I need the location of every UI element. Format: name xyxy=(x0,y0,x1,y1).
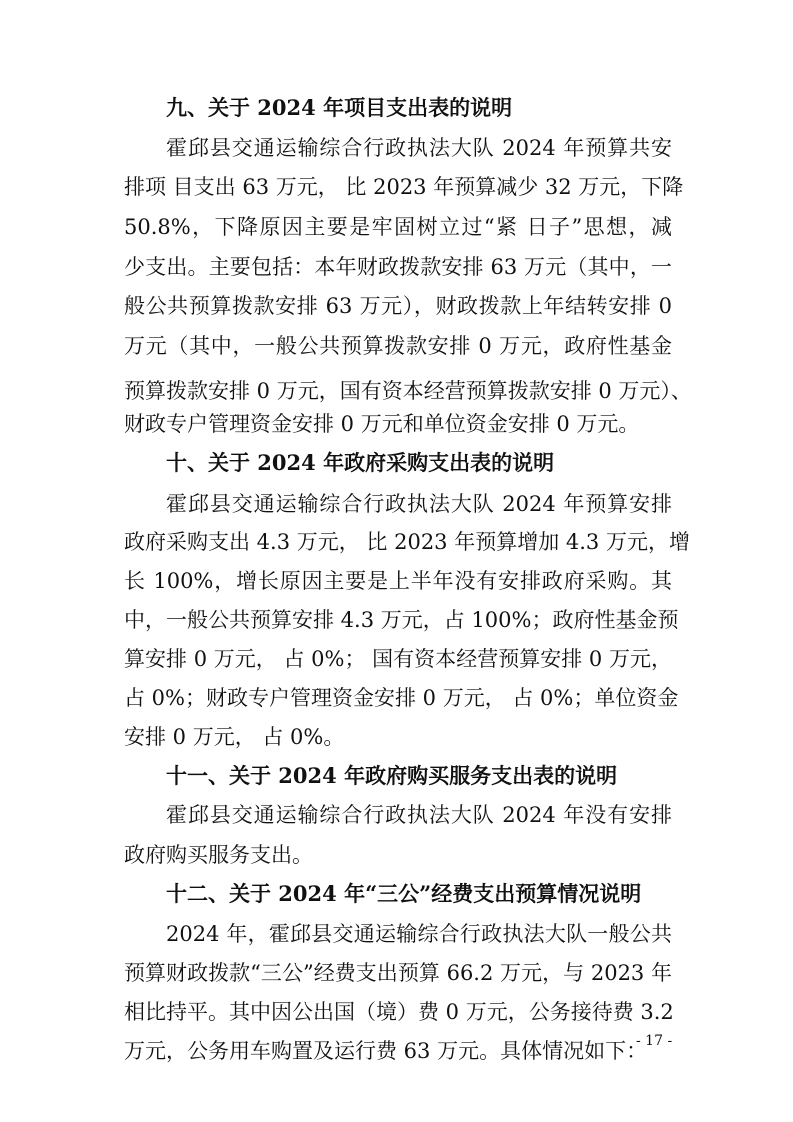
paragraph-line: 万元（其中，一般公共预算拨款安排 0 万元，政府性基金 xyxy=(124,334,672,358)
paragraph-line: 财政专户管理资金安排 0 万元和单位资金安排 0 万元。 xyxy=(124,412,640,436)
section-heading-10: 十、关于 2024 年政府采购支出表的说明 xyxy=(166,450,555,475)
paragraph-line: 排项 目支出 63 万元， 比 2023 年预算减少 32 万元，下降 xyxy=(124,175,684,199)
paragraph-line: 中，一般公共预算安排 4.3 万元，占 100%；政府性基金预 xyxy=(124,608,679,632)
section-heading-12: 十二、关于 2024 年“三公”经费支出预算情况说明 xyxy=(166,881,642,906)
paragraph-line: 安排 0 万元， 占 0%。 xyxy=(124,725,345,749)
section-heading-11: 十一、关于 2024 年政府购买服务支出表的说明 xyxy=(166,763,618,788)
paragraph-line: 占 0%；财政专户管理资金安排 0 万元， 占 0%；单位资金 xyxy=(124,686,679,710)
page-number: - 17 - xyxy=(636,1033,673,1049)
paragraph-line: 相比持平。其中因公出国（境）费 0 万元，公务接待费 3.2 xyxy=(124,1000,674,1024)
paragraph-line: 长 100%，增长原因主要是上半年没有安排政府采购。其 xyxy=(124,569,672,593)
paragraph-line: 般公共预算拨款安排 63 万元），财政拨款上年结转安排 0 xyxy=(124,294,672,318)
paragraph-line: 万元，公务用车购置及运行费 63 万元。具体情况如下： xyxy=(124,1039,648,1063)
paragraph-line: 霍邱县交通运输综合行政执法大队 2024 年预算安排 xyxy=(166,492,672,516)
section-heading-9: 九、关于 2024 年项目支出表的说明 xyxy=(166,95,513,120)
paragraph-line: 50.8%，下降原因主要是牢固树立过“紧 日子”思想，减 xyxy=(124,215,672,239)
paragraph-line: 2024 年，霍邱县交通运输综合行政执法大队一般公共 xyxy=(166,922,672,946)
paragraph-line: 政府采购支出 4.3 万元， 比 2023 年预算增加 4.3 万元，增 xyxy=(124,530,690,554)
paragraph-line: 预算拨款安排 0 万元，国有资本经营预算拨款安排 0 万元）、 xyxy=(124,379,692,403)
paragraph-line: 政府购买服务支出。 xyxy=(124,843,313,867)
paragraph-line: 算安排 0 万元， 占 0%； 国有资本经营预算安排 0 万元， xyxy=(124,647,672,671)
paragraph-line: 少支出。主要包括：本年财政拨款安排 63 万元（其中，一 xyxy=(124,255,672,279)
paragraph-line: 霍邱县交通运输综合行政执法大队 2024 年预算共安 xyxy=(166,136,672,160)
paragraph-line: 预算财政拨款“三公”经费支出预算 66.2 万元，与 2023 年 xyxy=(124,961,672,985)
paragraph-line: 霍邱县交通运输综合行政执法大队 2024 年没有安排 xyxy=(166,803,672,827)
